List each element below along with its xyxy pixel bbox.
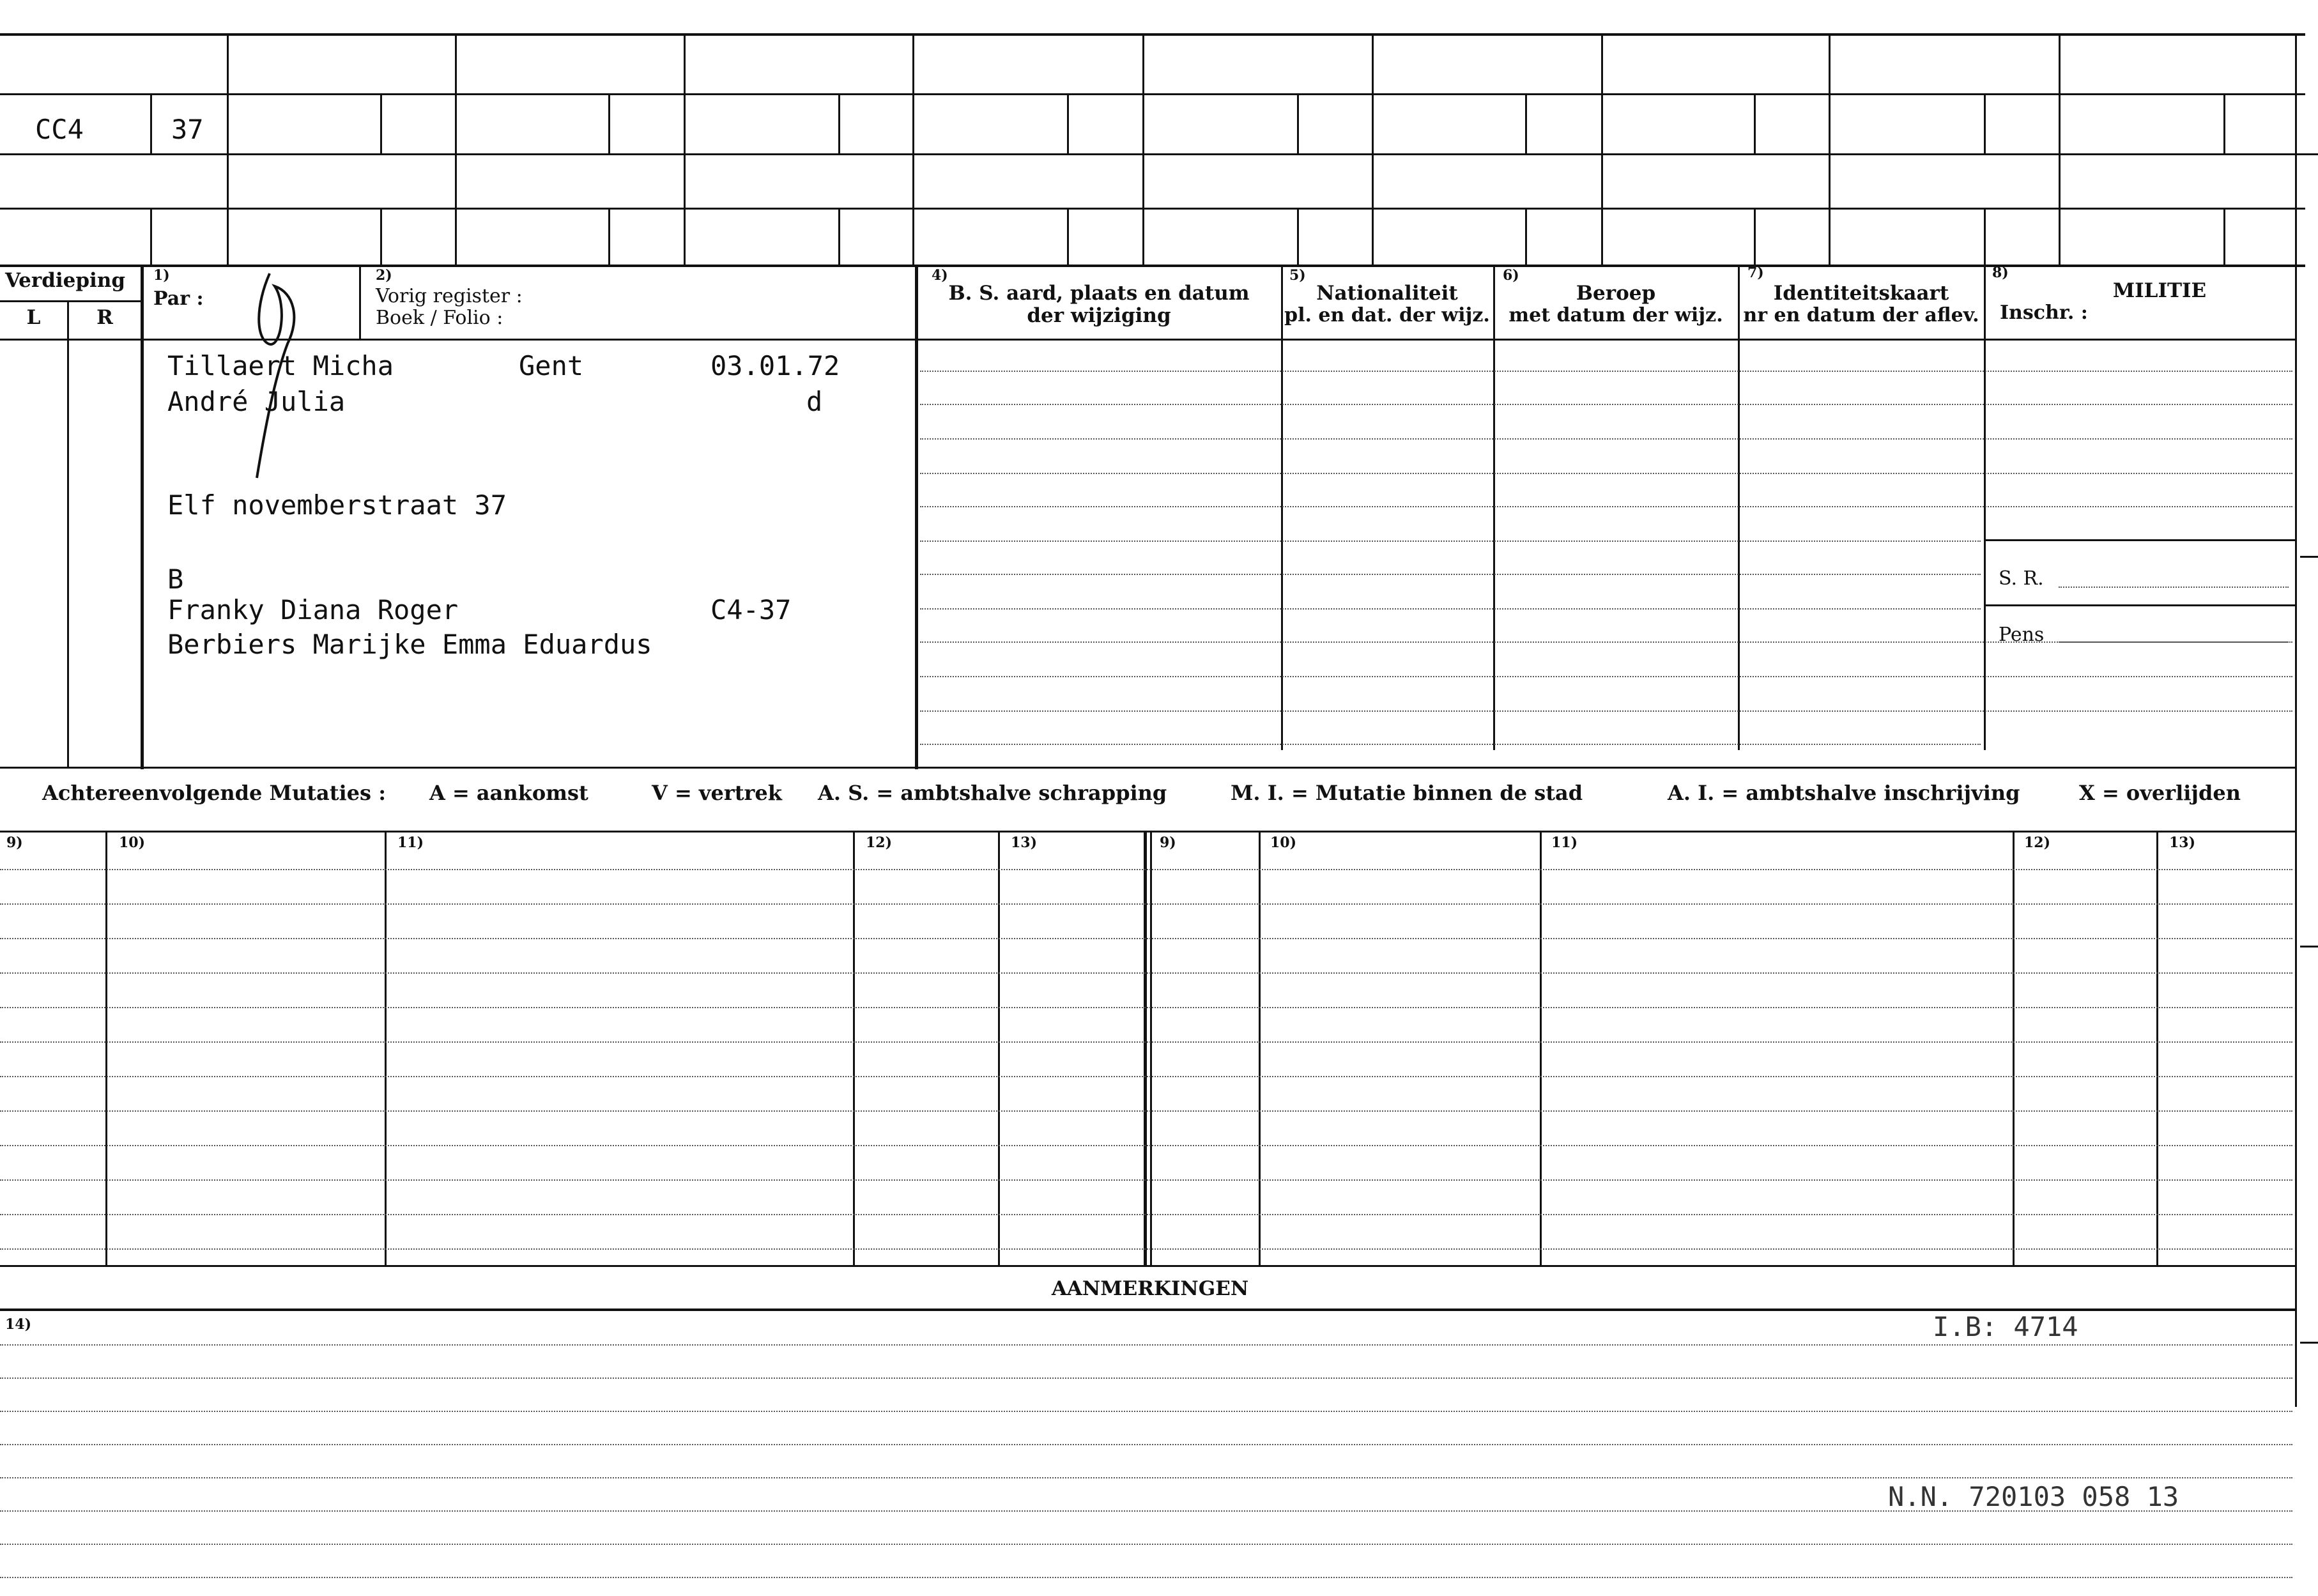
record-b: B [167,564,184,595]
record-address: Elf novemberstraat 37 [167,489,507,521]
mutation-row [0,903,2292,905]
mutation-col [385,831,387,1265]
pens-line [2059,641,2289,643]
record-line1-date: 03.01.72 [710,350,840,381]
top-grid-col [1142,33,1144,265]
dotted-row [920,438,2292,440]
top-grid-subcol [1297,208,1299,265]
top-border [0,33,2305,36]
col4-number: 4) [932,267,948,284]
right-border [2295,265,2297,1407]
mutation-col [1259,831,1261,1265]
top-grid-subcol [1754,93,1756,153]
mutation-row [0,869,2292,870]
remarks-row [0,1344,2292,1346]
top-grid-subcol [380,93,382,153]
mutation-col [1540,831,1542,1265]
mutation-row [0,1145,2292,1146]
col4-line1: B. S. aard, plaats en datum [948,282,1250,305]
top-grid-col [684,33,686,265]
legend-x: X = overlijden [2079,781,2241,805]
mutation-row [0,1248,2292,1250]
militie-title: MILITIE [2112,279,2207,302]
top-grid-subcol [608,93,610,153]
col5-line2: pl. en dat. der wijz. [1284,304,1490,326]
top-grid-col [2295,33,2297,265]
col7-line2: nr en datum der aflev. [1743,304,1979,326]
remarks-row [0,1377,2292,1379]
col5-number: 5) [1289,267,1306,284]
top-grid-line [0,93,2305,95]
col5-left [1281,265,1283,750]
mut-col-13: 13) [1011,834,1038,851]
top-grid-subcol [1067,93,1069,153]
mutation-row [0,1110,2292,1112]
col6-left [1493,265,1495,750]
top-code-cell1: CC4 [35,114,84,145]
mutation-row [0,1076,2292,1077]
remarks-top [0,1265,2295,1267]
mut-col-9: 9) [6,834,23,851]
mut-col-11: 11) [397,834,424,851]
col8-number: 8) [1992,265,2009,281]
mutation-col [853,831,855,1265]
top-grid-subcol [380,208,382,265]
header-bottom [0,339,2295,341]
remarks-nn: N.N. 720103 058 13 [1888,1481,2179,1512]
mut-col-11b: 11) [1551,834,1578,851]
mutation-col-double [1150,831,1152,1265]
lr-divider [67,300,69,767]
dotted-row [920,506,2292,507]
top-code-cell2: 37 [171,114,204,145]
col6-line2: met datum der wijz. [1508,304,1723,326]
dotted-row [920,473,2292,474]
top-grid-subcol [608,208,610,265]
edge-tick [2300,556,2318,558]
legend-v: V = vertrek [652,781,782,805]
col6-line1: Beroep [1576,282,1656,305]
legend-top [0,767,2295,769]
record-line1-place: Gent [519,350,584,381]
col2-line1: Vorig register : [376,285,523,307]
legend-as: A. S. = ambtshalve schrapping [818,781,1167,805]
mutation-row [0,1179,2292,1181]
edge-tick [2300,1342,2318,1344]
legend-ai: A. I. = ambtshalve inschrijving [1668,781,2020,805]
mut-col-13b: 13) [2169,834,2196,851]
mutation-row [0,938,2292,939]
top-grid-subcol [1297,93,1299,153]
remarks-row [0,1577,2292,1578]
record-line1-name: Tillaert Micha [167,350,394,381]
col2-line2: Boek / Folio : [376,307,503,329]
handwritten-signature [243,267,319,484]
mutation-col-double [1144,831,1147,1265]
mutation-row [0,1007,2292,1008]
col4-line2: der wijziging [1027,304,1171,327]
mutation-col [105,831,107,1265]
col1-number: 1) [153,267,170,284]
top-grid-bottom [0,265,2305,267]
legend-a: A = aankomst [429,781,588,805]
record-line5-code: C4-37 [710,594,792,625]
top-grid-subcol [150,93,152,153]
top-grid-subcol [1525,208,1527,265]
dotted-row [920,404,2292,405]
col6-number: 6) [1503,267,1519,284]
top-grid-col [1829,33,1831,265]
remarks-row [0,1510,2292,1512]
top-grid-subcol [1067,208,1069,265]
top-grid-line [0,153,2305,155]
top-grid-subcol [1984,93,1986,153]
top-grid-subcol [150,208,152,265]
record-line2-name: André Julia [167,386,346,417]
verdieping-divider [0,300,142,302]
mutation-row [0,1041,2292,1043]
militie-divider [1986,539,2295,541]
remarks-row [0,1411,2292,1412]
dotted-row [920,574,1981,575]
mut-col-10b: 10) [1270,834,1297,851]
top-grid-col [912,33,914,265]
remarks-row [0,1544,2292,1545]
mutation-row [0,1214,2292,1215]
top-grid-col [227,33,229,265]
col1-label: Par : [153,288,204,310]
col7-left [1738,265,1740,750]
top-grid-col [1372,33,1374,265]
top-grid-subcol [2223,208,2225,265]
col4-left [915,265,918,769]
mut-col-10: 10) [119,834,146,851]
militie-divider [1986,604,2295,606]
dotted-row [920,744,1981,745]
sr-label: S. R. [1999,567,2044,590]
record-line5-name: Franky Diana Roger [167,594,459,625]
mutation-row [0,972,2292,974]
col7-number: 7) [1747,265,1764,281]
remarks-ib: I.B: 4714 [1933,1311,2078,1342]
inschr-label: Inschr. : [2000,302,2088,324]
remarks-row [0,1444,2292,1445]
top-grid-subcol [1754,208,1756,265]
top-grid-col [2059,33,2061,265]
mut-col-12b: 12) [2024,834,2051,851]
remarks-number: 14) [5,1316,32,1333]
dotted-row [920,541,1981,542]
sr-line [2059,587,2289,588]
record-line2-mark: d [806,386,823,417]
top-grid-subcol [838,208,840,265]
top-grid-subcol [2223,93,2225,153]
mut-col-9b: 9) [1160,834,1176,851]
legend-bottom [0,831,2295,833]
edge-tick [2300,946,2318,948]
top-grid-subcol [1984,208,1986,265]
top-grid-subcol [1525,93,1527,153]
legend-title: Achtereenvolgende Mutaties : [42,781,386,805]
edge-tick [2300,153,2318,155]
legend-mi: M. I. = Mutatie binnen de stad [1231,781,1583,805]
mutation-col [2013,831,2015,1265]
dotted-row [920,371,2292,372]
col5-line1: Nationaliteit [1316,282,1458,305]
dotted-row [920,676,2292,677]
r-label: R [96,306,113,329]
l-label: L [26,306,41,329]
remarks-title: AANMERKINGEN [1051,1277,1249,1300]
col2-number: 2) [376,267,392,284]
top-grid-col [455,33,457,265]
top-grid-subcol [838,93,840,153]
mutation-col [2156,831,2158,1265]
col1-left [141,265,144,769]
remarks-row [0,1477,2292,1478]
mutation-col [998,831,1000,1265]
col7-line1: Identiteitskaart [1773,282,1949,305]
col2-left [359,265,361,339]
mut-col-12: 12) [866,834,893,851]
record-line6-name: Berbiers Marijke Emma Eduardus [167,629,652,660]
pens-label: Pens [1999,624,2045,646]
col8-left [1984,265,1986,750]
dotted-row [920,710,2292,712]
verdieping-label: Verdieping [4,269,126,292]
top-grid-col [1601,33,1603,265]
top-grid-line [0,208,2305,210]
dotted-row [920,608,1981,610]
